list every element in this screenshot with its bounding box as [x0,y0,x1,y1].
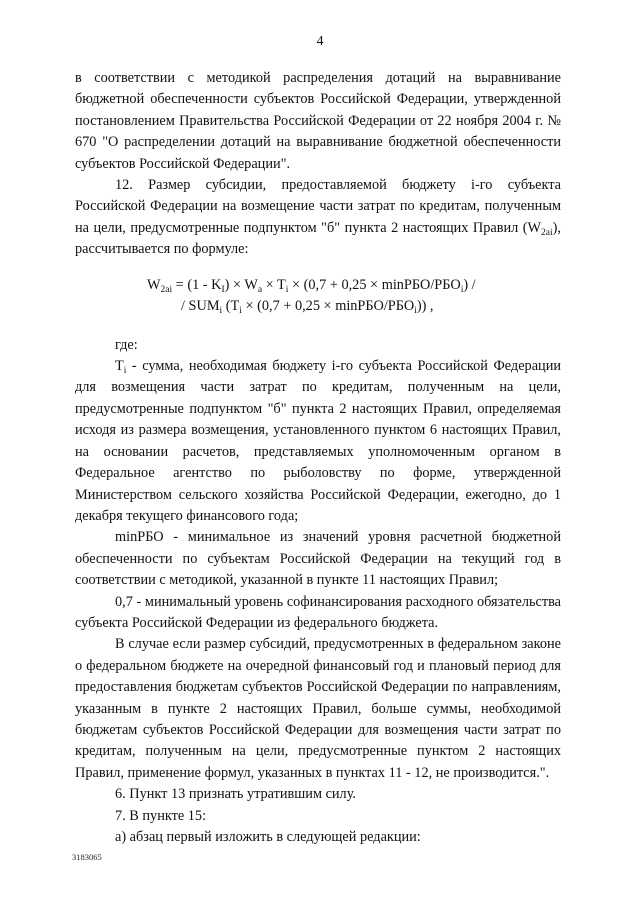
item-7: 7. В пункте 15: [115,807,207,824]
definition-ti [75,356,561,527]
definition-symbol: T [115,358,124,375]
paragraph-12-text-end: ), рассчитывается по формуле: [75,219,561,258]
formula-token: )) , [416,297,434,314]
where-label: где: [115,336,138,353]
formula-sub: i [239,305,242,316]
formula-line-2 [75,296,561,317]
formula-sub: i [219,305,223,316]
formula-sub: 2ai [160,284,173,295]
formula-sub: I [221,284,225,295]
paragraph-12-text: 12. Размер субсидии, предоставляемой бюджету i-го субъекта Российской Федерации на возмещение части затрат по кредитам, полученным на цели, предусмотренные подпунктом "б" пункта 2 настоящих Правил (W [75,177,561,236]
formula-token: (T [222,297,240,314]
formula-sub: i [414,305,417,316]
formula-sub: i [460,284,464,295]
intro-paragraph: в соответствии с методикой распределения дотаций на выравнивание бюджетной обеспеченности субъектов Российской Федерации, утвержденной постановлением Правительства Российской Федерации от 22 ноября 2004 г. № 670 "О распределении дотаций на выравнивание бюджетной обеспеченности субъектов Российской Федерации". [75,70,561,172]
formula-token: × (0,7 + 0,25 × minРБО/РБО [288,276,461,293]
formula-sub: i [285,284,289,295]
definition-minrbo: minРБО - минимальное из значений уровня расчетной бюджетной обеспеченности по субъектам Российской Федерации на текущий год в соответствии с методикой, указанной в пункте 11 настоящих Правил; [75,529,561,589]
formula-token: W [147,276,161,293]
formula-token: ) / [463,276,476,293]
paragraph-12-subscript: 2ai [541,227,553,238]
formula-token: = (1 - K [172,276,222,293]
page-number: 4 [316,34,324,49]
formula-line-1 [75,275,561,296]
formula-token: ) × W [224,276,258,293]
formula-token: × T [262,276,286,293]
paragraph-12 [75,175,561,261]
definition-text: - сумма, необходимая бюджету i-го субъекта Российской Федерации для возмещения части затрат по кредитам, полученным на цели, предусмотренные подпунктом "б" пункта 2 настоящих Правил, определяемая исходя из размера возмещения, установленного пунктом 6 настоящих Правил, на основании расчетов, представляемых уполномоченным органом в Федеральное агентство по рыболовству по форме, утвержденной Министерством сельского хозяйства Российской Федерации, ежегодно, до 1 декабря текущего финансового года; [75,358,561,524]
formula-token: × (0,7 + 0,25 × minРБО/РБО [241,297,415,314]
formula [75,275,561,317]
item-6: 6. Пункт 13 признать утратившим силу. [115,786,356,803]
formula-sub: a [257,284,263,295]
definition-0-7: 0,7 - минимальный уровень софинансирования расходного обязательства субъекта Российской Федерации из федерального бюджета. [75,593,561,631]
document-body [75,68,561,848]
closing-paragraph: В случае если размер субсидий, предусмотренных в федеральном законе о федеральном бюджете на очередной финансовый год и плановый период для предоставления бюджетам субъектов Российской Федерации по направлениям, указанным в пункте 2 настоящих Правил, больше суммы, необходимой бюджетам субъектов Российской Федерации для возмещения части затрат по кредитам, полученным на цели, предусмотренные пунктом 2 настоящих Правил, применение формул, указанных в пунктах 11 - 12, не производится.". [75,636,561,781]
item-7a: а) абзац первый изложить в следующей редакции: [115,829,421,845]
footer-code: 3183065 [72,852,102,862]
definition-symbol-sub: i [123,366,127,377]
formula-token: / SUM [181,297,220,314]
